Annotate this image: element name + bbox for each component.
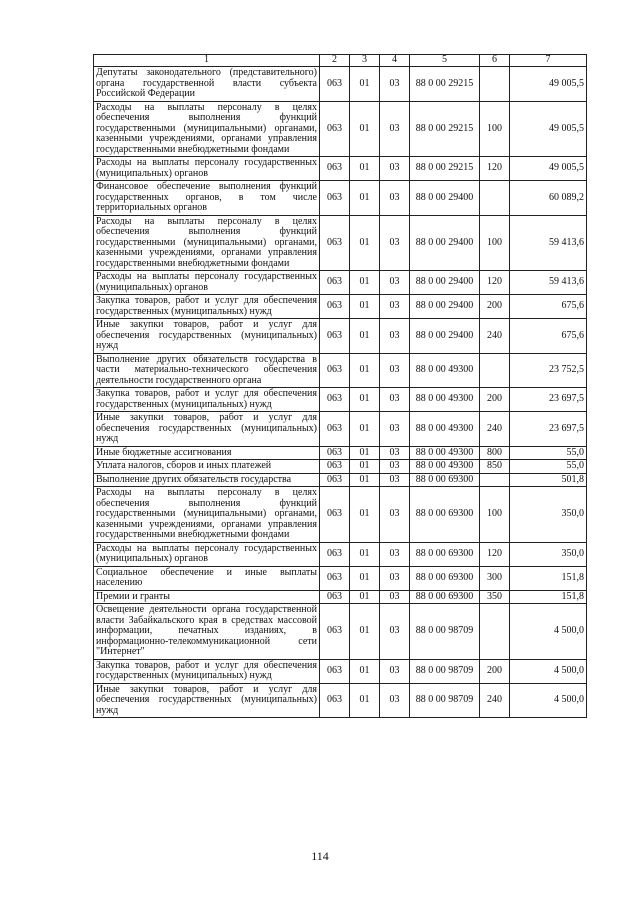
row-cell-c5: 88 0 00 49300 [410,388,480,412]
row-cell-c2: 063 [320,101,350,157]
row-cell-c5: 88 0 00 29400 [410,271,480,295]
row-cell-c5: 88 0 00 29400 [410,295,480,319]
row-cell-c3: 01 [350,353,380,388]
row-cell-c2: 063 [320,473,350,487]
table-row [94,353,587,388]
row-name-cell: Расходы на выплаты персоналу в целях обеспечения выполнения функций государственными (муниципальными) органами, казенными учреждениями, органами управления государственными внебюджетными фондами [94,215,320,271]
row-cell-c4: 03 [380,215,410,271]
table-row [94,319,587,354]
row-cell-c5: 88 0 00 29400 [410,181,480,216]
table-row [94,388,587,412]
row-cell-c3: 01 [350,101,380,157]
row-cell-c6: 120 [480,542,510,566]
row-name-cell: Депутаты законодательного (представительного) органа государственной власти субъекта Российской Федерации [94,67,320,102]
row-cell-c3: 01 [350,604,380,660]
row-cell-c7: 59 413,6 [510,215,587,271]
row-cell-c6: 120 [480,157,510,181]
table-row [94,604,587,660]
budget-table [93,54,587,718]
row-cell-c7: 55,0 [510,446,587,460]
row-cell-c6: 800 [480,446,510,460]
row-cell-c6: 300 [480,566,510,590]
row-cell-c3: 01 [350,473,380,487]
row-name-cell: Иные бюджетные ассигнования [94,446,320,460]
row-cell-c2: 063 [320,446,350,460]
row-cell-c7: 4 500,0 [510,604,587,660]
row-cell-c7: 501,8 [510,473,587,487]
row-cell-c7: 151,8 [510,566,587,590]
row-cell-c5: 88 0 00 69300 [410,566,480,590]
row-name-cell: Иные закупки товаров, работ и услуг для обеспечения государственных (муниципальных) нужд [94,412,320,447]
row-cell-c2: 063 [320,604,350,660]
row-cell-c2: 063 [320,67,350,102]
row-cell-c6: 240 [480,683,510,718]
row-name-cell: Расходы на выплаты персоналу в целях обеспечения выполнения функций государственными (муниципальными) органами, казенными учреждениями, органами управления государственными внебюджетными фондами [94,487,320,543]
row-cell-c6: 240 [480,412,510,447]
row-cell-c4: 03 [380,446,410,460]
row-cell-c2: 063 [320,590,350,604]
row-cell-c2: 063 [320,388,350,412]
row-cell-c7: 151,8 [510,590,587,604]
row-name-cell: Выполнение других обязательств государства [94,473,320,487]
row-cell-c7: 60 089,2 [510,181,587,216]
row-cell-c7: 55,0 [510,460,587,474]
row-cell-c6 [480,473,510,487]
row-cell-c5: 88 0 00 69300 [410,487,480,543]
row-cell-c5: 88 0 00 29400 [410,215,480,271]
row-cell-c5: 88 0 00 29400 [410,319,480,354]
row-cell-c3: 01 [350,683,380,718]
table-row [94,215,587,271]
row-cell-c2: 063 [320,412,350,447]
row-cell-c7: 49 005,5 [510,67,587,102]
row-cell-c4: 03 [380,604,410,660]
row-cell-c5: 88 0 00 69300 [410,473,480,487]
row-cell-c3: 01 [350,542,380,566]
row-cell-c5: 88 0 00 29215 [410,67,480,102]
row-cell-c6: 120 [480,271,510,295]
table-row [94,542,587,566]
table-row [94,566,587,590]
row-cell-c5: 88 0 00 49300 [410,446,480,460]
row-name-cell: Социальное обеспечение и иные выплаты населению [94,566,320,590]
table-row [94,271,587,295]
row-cell-c6: 100 [480,101,510,157]
row-cell-c3: 01 [350,659,380,683]
row-cell-c4: 03 [380,353,410,388]
table-row [94,460,587,474]
table-header-row [94,55,587,67]
row-cell-c7: 49 005,5 [510,101,587,157]
row-cell-c3: 01 [350,271,380,295]
row-cell-c3: 01 [350,590,380,604]
row-name-cell: Расходы на выплаты персоналу государственных (муниципальных) органов [94,157,320,181]
table-row [94,101,587,157]
row-cell-c6 [480,604,510,660]
row-cell-c2: 063 [320,319,350,354]
row-cell-c5: 88 0 00 98709 [410,683,480,718]
row-name-cell: Расходы на выплаты персоналу государственных (муниципальных) органов [94,271,320,295]
row-cell-c5: 88 0 00 29215 [410,101,480,157]
row-cell-c2: 063 [320,659,350,683]
row-cell-c5: 88 0 00 49300 [410,353,480,388]
row-name-cell: Закупка товаров, работ и услуг для обеспечения государственных (муниципальных) нужд [94,659,320,683]
row-cell-c2: 063 [320,353,350,388]
row-cell-c2: 063 [320,460,350,474]
row-cell-c4: 03 [380,542,410,566]
row-cell-c2: 063 [320,566,350,590]
row-cell-c7: 59 413,6 [510,271,587,295]
row-cell-c2: 063 [320,295,350,319]
row-cell-c6 [480,181,510,216]
row-cell-c4: 03 [380,487,410,543]
row-name-cell: Освещение деятельности органа государственной власти Забайкальского края в средствах массовой информации, печатных изданиях, в информационно-телекоммуникационной сети "Интернет" [94,604,320,660]
row-cell-c7: 675,6 [510,319,587,354]
row-name-cell: Закупка товаров, работ и услуг для обеспечения государственных (муниципальных) нужд [94,295,320,319]
row-cell-c2: 063 [320,683,350,718]
row-cell-c4: 03 [380,295,410,319]
row-cell-c7: 23 697,5 [510,412,587,447]
row-name-cell: Расходы на выплаты персоналу государственных (муниципальных) органов [94,542,320,566]
row-cell-c3: 01 [350,181,380,216]
row-cell-c4: 03 [380,683,410,718]
row-cell-c5: 88 0 00 69300 [410,590,480,604]
row-cell-c2: 063 [320,157,350,181]
row-cell-c3: 01 [350,487,380,543]
table-row [94,181,587,216]
header-col-7: 7 [510,55,587,67]
table-row [94,487,587,543]
row-name-cell: Уплата налогов, сборов и иных платежей [94,460,320,474]
header-col-3: 3 [350,55,380,67]
row-cell-c2: 063 [320,215,350,271]
row-cell-c3: 01 [350,67,380,102]
row-cell-c2: 063 [320,542,350,566]
row-cell-c4: 03 [380,101,410,157]
row-cell-c2: 063 [320,181,350,216]
row-cell-c7: 350,0 [510,542,587,566]
row-cell-c5: 88 0 00 29215 [410,157,480,181]
row-cell-c5: 88 0 00 49300 [410,412,480,447]
row-cell-c4: 03 [380,460,410,474]
page-number: 114 [311,849,329,863]
row-cell-c4: 03 [380,388,410,412]
row-cell-c7: 23 752,5 [510,353,587,388]
header-col-1: 1 [94,55,320,67]
row-cell-c6: 200 [480,659,510,683]
row-cell-c7: 675,6 [510,295,587,319]
table-row [94,412,587,447]
table-row [94,473,587,487]
row-cell-c4: 03 [380,67,410,102]
row-cell-c3: 01 [350,388,380,412]
row-cell-c5: 88 0 00 49300 [410,460,480,474]
row-cell-c7: 350,0 [510,487,587,543]
header-col-4: 4 [380,55,410,67]
header-col-5: 5 [410,55,480,67]
row-cell-c6: 200 [480,295,510,319]
table-row [94,157,587,181]
row-cell-c4: 03 [380,319,410,354]
table-row [94,446,587,460]
row-name-cell: Иные закупки товаров, работ и услуг для обеспечения государственных (муниципальных) нужд [94,319,320,354]
row-name-cell: Финансовое обеспечение выполнения функций государственных органов, в том числе территориальных органов [94,181,320,216]
row-cell-c6: 100 [480,215,510,271]
row-name-cell: Закупка товаров, работ и услуг для обеспечения государственных (муниципальных) нужд [94,388,320,412]
header-col-6: 6 [480,55,510,67]
table-row [94,67,587,102]
row-cell-c4: 03 [380,181,410,216]
row-cell-c3: 01 [350,157,380,181]
header-col-2: 2 [320,55,350,67]
row-cell-c4: 03 [380,473,410,487]
row-cell-c6: 850 [480,460,510,474]
row-cell-c6: 240 [480,319,510,354]
row-cell-c3: 01 [350,412,380,447]
row-cell-c6: 200 [480,388,510,412]
table-row [94,659,587,683]
row-cell-c6 [480,67,510,102]
row-cell-c5: 88 0 00 98709 [410,604,480,660]
row-name-cell: Расходы на выплаты персоналу в целях обеспечения выполнения функций государственными (муниципальными) органами, казенными учреждениями, органами управления государственными внебюджетными фондами [94,101,320,157]
row-cell-c3: 01 [350,446,380,460]
row-cell-c2: 063 [320,487,350,543]
row-cell-c7: 23 697,5 [510,388,587,412]
row-name-cell: Иные закупки товаров, работ и услуг для обеспечения государственных (муниципальных) нужд [94,683,320,718]
row-cell-c4: 03 [380,659,410,683]
row-cell-c7: 4 500,0 [510,683,587,718]
row-cell-c5: 88 0 00 69300 [410,542,480,566]
table-row [94,590,587,604]
row-cell-c4: 03 [380,412,410,447]
table-row [94,295,587,319]
row-cell-c3: 01 [350,295,380,319]
row-name-cell: Премии и гранты [94,590,320,604]
row-cell-c2: 063 [320,271,350,295]
row-cell-c3: 01 [350,460,380,474]
row-cell-c3: 01 [350,566,380,590]
row-cell-c3: 01 [350,319,380,354]
row-cell-c7: 49 005,5 [510,157,587,181]
row-cell-c5: 88 0 00 98709 [410,659,480,683]
row-cell-c6: 350 [480,590,510,604]
row-cell-c4: 03 [380,271,410,295]
row-cell-c4: 03 [380,590,410,604]
row-cell-c3: 01 [350,215,380,271]
row-cell-c4: 03 [380,157,410,181]
row-cell-c4: 03 [380,566,410,590]
row-cell-c6 [480,353,510,388]
row-cell-c6: 100 [480,487,510,543]
row-name-cell: Выполнение других обязательств государства в части материально-технического обеспечения деятельности государственного органа [94,353,320,388]
row-cell-c7: 4 500,0 [510,659,587,683]
table-row [94,683,587,718]
